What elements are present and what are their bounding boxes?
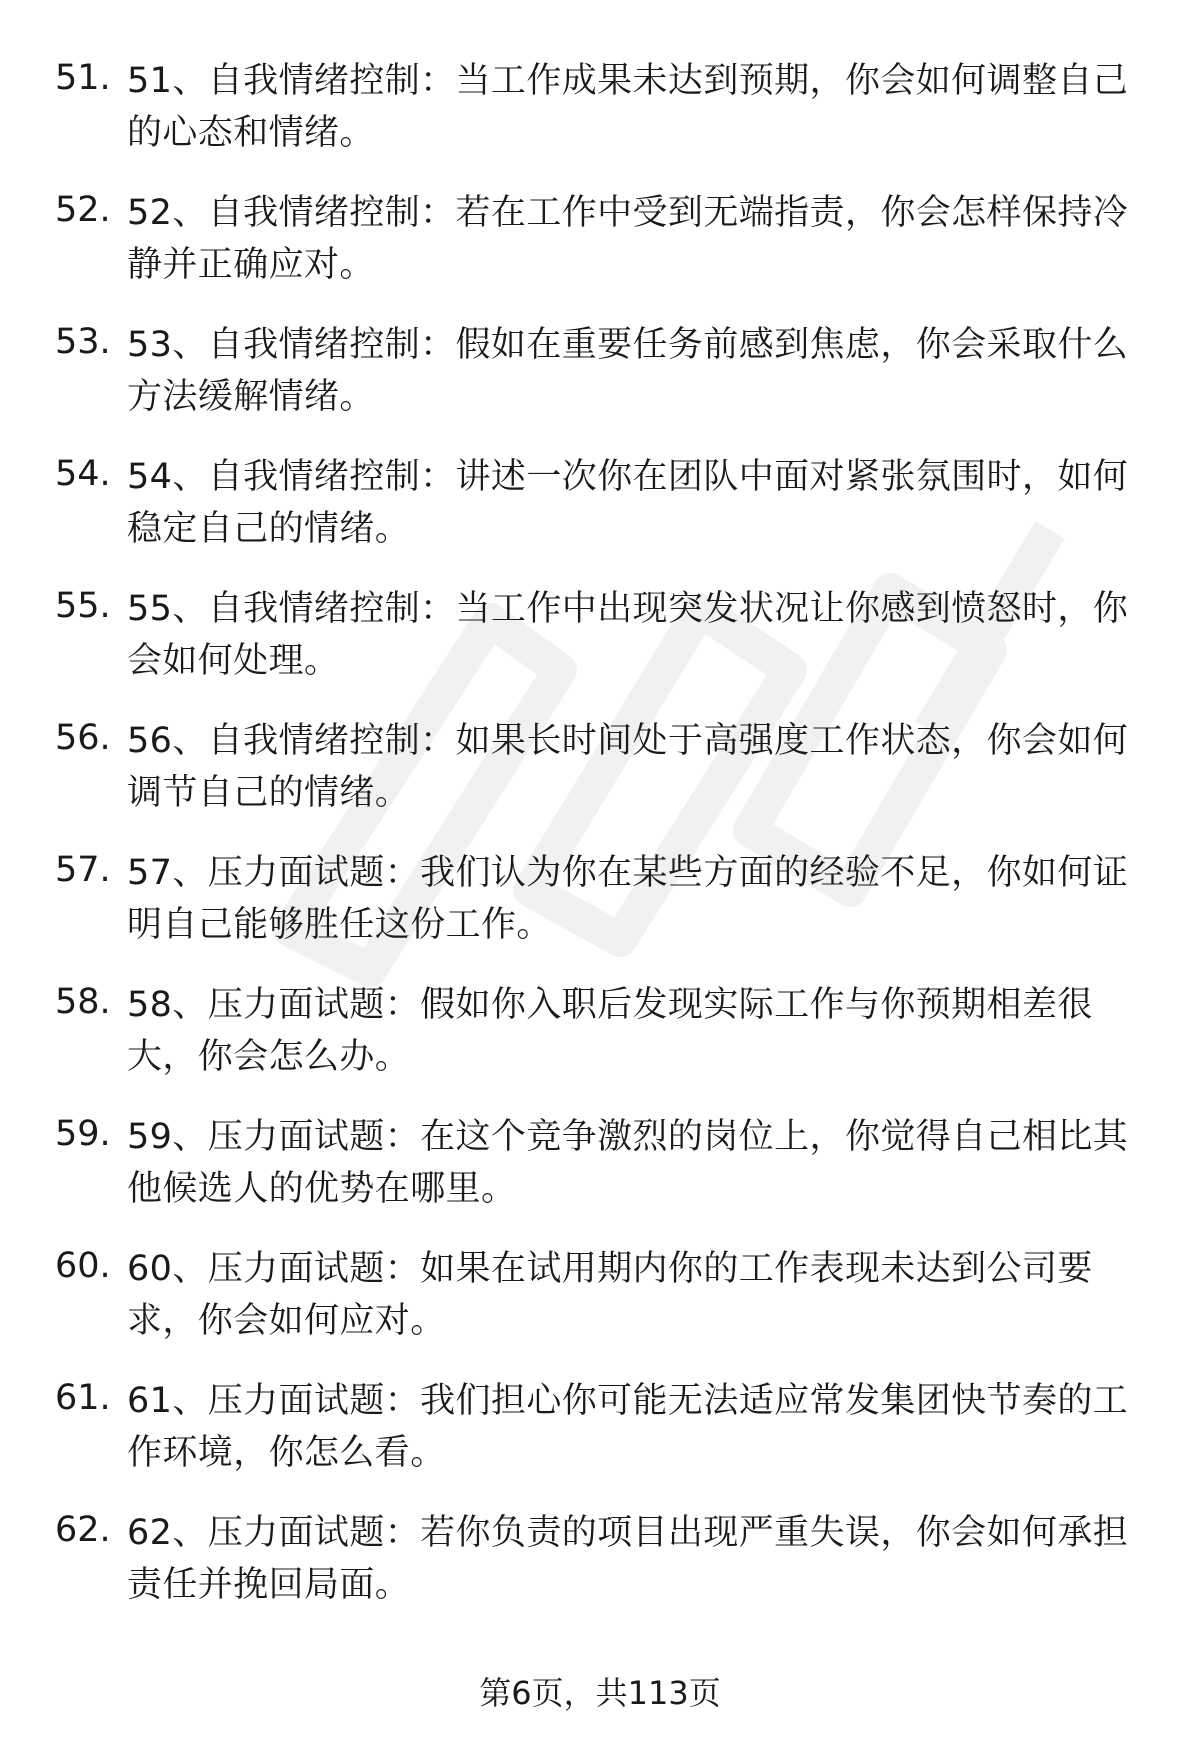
list-item	[0, 55, 1200, 187]
item-number: 59.	[55, 1114, 111, 1154]
list-item	[0, 583, 1200, 715]
item-number: 58.	[55, 982, 111, 1022]
item-text: 62、压力面试题：若你负责的项目出现严重失误，你会如何承担责任并挽回局面。	[127, 1513, 1129, 1605]
item-text: 54、自我情绪控制：讲述一次你在团队中面对紧张氛围时，如何稳定自己的情绪。	[127, 457, 1129, 549]
list-item	[0, 1375, 1200, 1507]
page-footer: 第6页，共113页	[479, 1674, 721, 1712]
item-number: 61.	[55, 1378, 111, 1418]
item-number: 60.	[55, 1246, 111, 1286]
list-item	[0, 187, 1200, 319]
item-number: 51.	[55, 58, 111, 98]
item-text: 52、自我情绪控制：若在工作中受到无端指责，你会怎样保持冷静并正确应对。	[127, 193, 1129, 285]
item-number: 62.	[55, 1510, 111, 1550]
list-item	[0, 847, 1200, 979]
item-number: 54.	[55, 454, 111, 494]
item-text: 60、压力面试题：如果在试用期内你的工作表现未达到公司要求，你会如何应对。	[127, 1249, 1093, 1341]
question-list	[0, 55, 1200, 1639]
list-item	[0, 715, 1200, 847]
item-text: 51、自我情绪控制：当工作成果未达到预期，你会如何调整自己的心态和情绪。	[127, 61, 1129, 153]
list-item	[0, 1111, 1200, 1243]
list-item	[0, 1507, 1200, 1639]
item-text: 58、压力面试题：假如你入职后发现实际工作与你预期相差很大，你会怎么办。	[127, 985, 1093, 1077]
list-item	[0, 979, 1200, 1111]
item-number: 56.	[55, 718, 111, 758]
item-number: 55.	[55, 586, 111, 626]
list-item	[0, 319, 1200, 451]
item-number: 52.	[55, 190, 111, 230]
item-text: 57、压力面试题：我们认为你在某些方面的经验不足，你如何证明自己能够胜任这份工作。	[127, 853, 1129, 945]
item-text: 55、自我情绪控制：当工作中出现突发状况让你感到愤怒时，你会如何处理。	[127, 589, 1129, 681]
item-number: 53.	[55, 322, 111, 362]
list-item	[0, 1243, 1200, 1375]
list-item	[0, 451, 1200, 583]
item-text: 53、自我情绪控制：假如在重要任务前感到焦虑，你会采取什么方法缓解情绪。	[127, 325, 1129, 417]
item-text: 61、压力面试题：我们担心你可能无法适应常发集团快节奏的工作环境，你怎么看。	[127, 1381, 1129, 1473]
item-text: 56、自我情绪控制：如果长时间处于高强度工作状态，你会如何调节自己的情绪。	[127, 721, 1129, 813]
item-number: 57.	[55, 850, 111, 890]
item-text: 59、压力面试题：在这个竞争激烈的岗位上，你觉得自己相比其他候选人的优势在哪里。	[127, 1117, 1129, 1209]
